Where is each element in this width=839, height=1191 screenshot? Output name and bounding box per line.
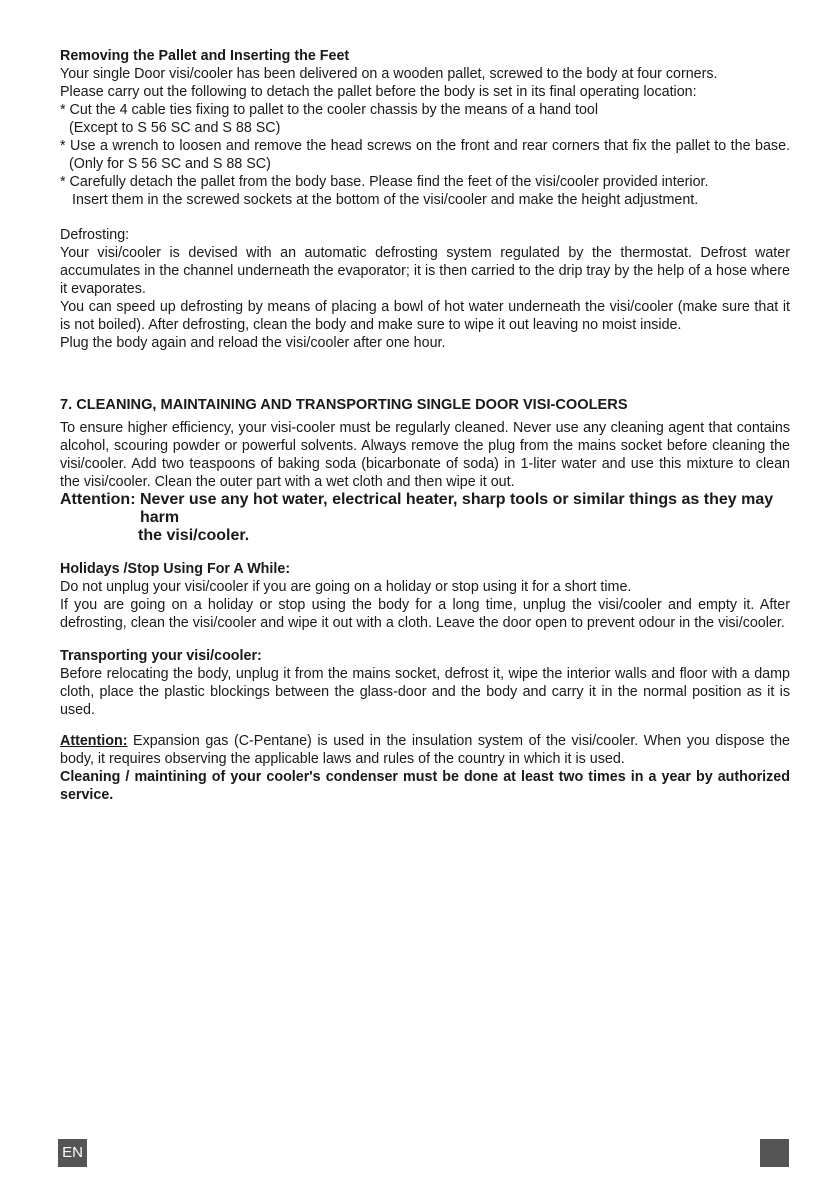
- cleaning-paragraph: To ensure higher efficiency, your visi-cooler must be regularly cleaned. Never use any cleaning agent that contains alcohol, scouring powder or powerful solvents. Always remove the plug from the mains socket before cleaning the visi/cooler. Add two teaspoons of baking soda (bicarbonate of soda) in 1-liter water and use this mixture to clean the visi/cooler. Clean the outer part with a wet cloth and then wipe it out.: [60, 420, 790, 490]
- section-7-title: 7. CLEANING, MAINTAINING AND TRANSPORTING SINGLE DOOR VISI-COOLERS: [60, 397, 628, 413]
- defrost-paragraph-2: You can speed up defrosting by means of placing a bowl of hot water underneath the visi/cooler (make sure that it is not boiled). After defrosting, clean the body and make sure to wipe it out leaving no moist inside.: [60, 299, 790, 333]
- condenser-note: Cleaning / maintining of your cooler's condenser must be done at least two times in a year by authorized service.: [60, 769, 790, 803]
- pallet-intro-1: Your single Door visi/cooler has been delivered on a wooden pallet, screwed to the body at four corners.: [60, 66, 718, 82]
- document-body: [60, 47, 790, 804]
- pallet-bullet-3: * Carefully detach the pallet from the body base. Please find the feet of the visi/cooler provided interior.: [60, 174, 709, 190]
- transport-paragraph: Before relocating the body, unplug it from the mains socket, defrost it, wipe the interior walls and floor with a damp cloth, place the plastic blockings between the glass-door and the body and carry it in the normal position as it is used.: [60, 666, 790, 718]
- pallet-bullet-1-note: (Except to S 56 SC and S 88 SC): [69, 120, 281, 136]
- attention-text-cont: the visi/cooler.: [138, 527, 250, 544]
- holidays-paragraph-2: If you are going on a holiday or stop using the body for a long time, unplug the visi/cooler and empty it. After defrosting, clean the visi/cooler and wipe it out with a cloth. Leave the door open to prevent odour in the visi/cooler.: [60, 597, 790, 631]
- pallet-bullet-2: * Use a wrench to loosen and remove the head screws on the front and rear corners that fix the pallet to the base. (Only for S 56 SC and S 88 SC): [60, 138, 790, 172]
- defrost-heading: Defrosting:: [60, 227, 130, 243]
- transport-heading: Transporting your visi/cooler:: [60, 648, 262, 664]
- attention-text: Never use any hot water, electrical heater, sharp tools or similar things as they may harm: [139, 491, 774, 526]
- cleaning-attention-cont: [60, 527, 790, 545]
- gas-attention-label: Attention:: [60, 733, 128, 749]
- language-badge: EN: [58, 1139, 87, 1167]
- attention-label: Attention:: [60, 491, 140, 508]
- holidays-heading: Holidays /Stop Using For A While:: [60, 561, 291, 577]
- page-corner-block: [760, 1139, 789, 1167]
- cleaning-attention: [60, 491, 790, 527]
- gas-attention: [60, 732, 790, 768]
- gas-attention-text: Expansion gas (C-Pentane) is used in the insulation system of the visi/cooler. When you dispose the body, it requires observing the applicable laws and rules of the country in which it is used.: [60, 733, 790, 767]
- pallet-bullet-3-cont: Insert them in the screwed sockets at the bottom of the visi/cooler and make the height adjustment.: [72, 192, 699, 208]
- pallet-bullet-1: * Cut the 4 cable ties fixing to pallet to the cooler chassis by the means of a hand tool: [60, 102, 599, 118]
- pallet-intro-2: Please carry out the following to detach the pallet before the body is set in its final operating location:: [60, 84, 697, 100]
- holidays-paragraph-1: Do not unplug your visi/cooler if you are going on a holiday or stop using it for a short time.: [60, 579, 632, 595]
- pallet-heading: Removing the Pallet and Inserting the Feet: [60, 48, 350, 64]
- defrost-paragraph-3: Plug the body again and reload the visi/cooler after one hour.: [60, 335, 446, 351]
- defrost-paragraph-1: Your visi/cooler is devised with an automatic defrosting system regulated by the thermostat. Defrost water accumulates in the channel underneath the evaporator; it is then carried to the drip tray by the help of a hose where it evaporates.: [60, 245, 790, 297]
